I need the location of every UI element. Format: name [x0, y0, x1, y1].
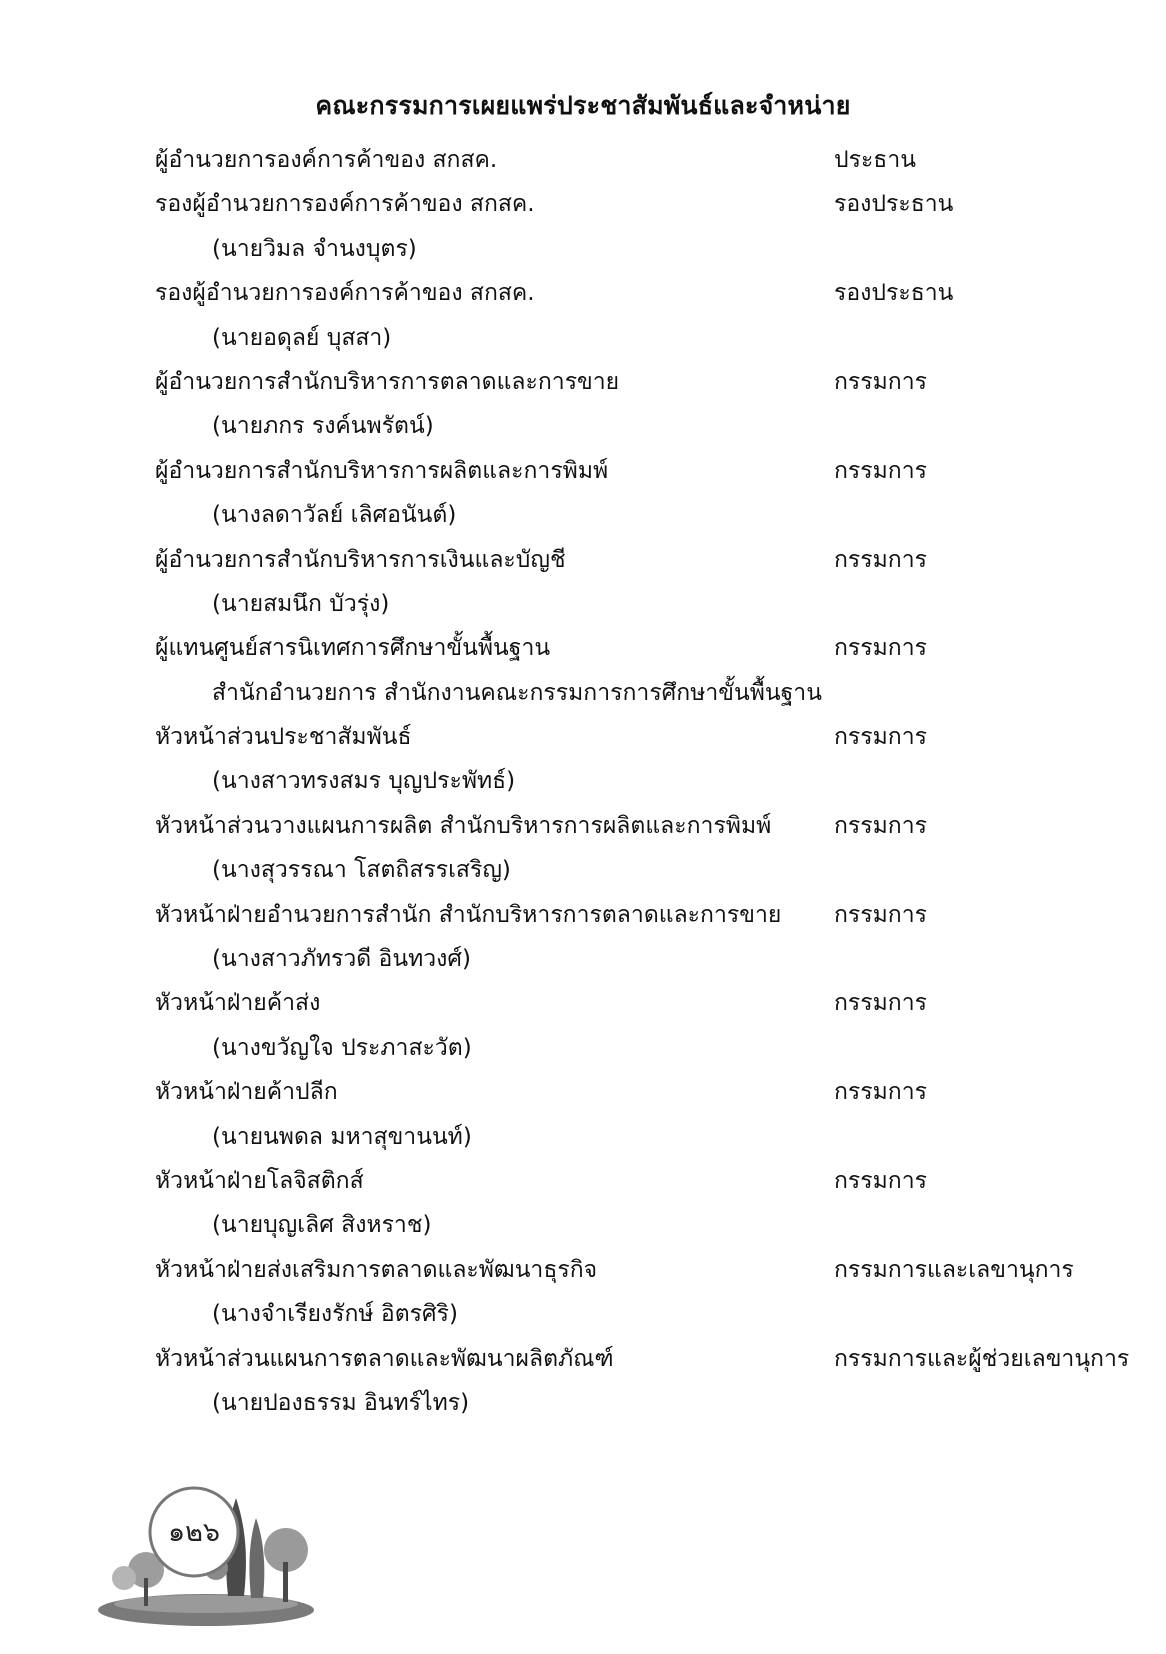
member-name: (นางลดาวัลย์ เลิศอนันต์): [212, 502, 457, 529]
member-position: หัวหน้าฝ่ายส่งเสริมการตลาดและพัฒนาธุรกิจ: [155, 1256, 598, 1283]
list-item: [0, 540, 1166, 584]
list-item: [0, 1339, 1166, 1383]
tree-trunk: [283, 1562, 288, 1602]
member-role: กรรมการ: [834, 1167, 927, 1194]
member-role: รองประธาน: [834, 191, 954, 218]
list-item-name: [0, 1294, 1166, 1338]
member-role: กรรมการ: [834, 901, 927, 928]
member-role: กรรมการ: [834, 724, 927, 751]
list-item: [0, 184, 1166, 228]
list-item-name: [0, 406, 1166, 450]
tree-trunk: [144, 1578, 148, 1606]
member-role: กรรมการ: [834, 635, 927, 662]
page-title: คณะกรรมการเผยแพร่ประชาสัมพันธ์และจำหน่าย: [315, 91, 851, 120]
member-role: รองประธาน: [834, 280, 954, 307]
member-position: หัวหน้าส่วนประชาสัมพันธ์: [155, 724, 412, 751]
member-position: ผู้อำนวยการสำนักบริหารการตลาดและการขาย: [155, 368, 620, 395]
member-position: หัวหน้าฝ่ายค้าปลีก: [155, 1079, 338, 1106]
member-name: (นางสาวทรงสมร บุญประพัทธ์): [212, 768, 516, 795]
list-item-name: [0, 318, 1166, 362]
member-role: กรรมการ: [834, 1079, 927, 1106]
list-item-name: [0, 673, 1166, 717]
list-item: [0, 895, 1166, 939]
list-item-name: [0, 1383, 1166, 1427]
member-name: (นายภกร รงค์นพรัตน์): [212, 413, 434, 440]
member-position: หัวหน้าฝ่ายอำนวยการสำนัก สำนักบริหารการตลาดและการขาย: [155, 901, 782, 928]
member-position: รองผู้อำนวยการองค์การค้าของ สกสค.: [155, 191, 535, 218]
member-name: (นายนพดล มหาสุขานนท์): [212, 1123, 472, 1150]
member-position: ผู้อำนวยการสำนักบริหารการเงินและบัญชี: [155, 546, 566, 573]
list-item-name: [0, 584, 1166, 628]
member-position: ผู้อำนวยการสำนักบริหารการผลิตและการพิมพ์: [155, 457, 609, 484]
list-item-name: [0, 229, 1166, 273]
member-position: ผู้อำนวยการองค์การค้าของ สกสค.: [155, 147, 498, 173]
member-position: รองผู้อำนวยการองค์การค้าของ สกสค.: [155, 280, 535, 307]
member-role: กรรมการ: [834, 368, 927, 395]
member-name: (นางสาวภัทรวดี อินทวงศ์): [212, 946, 471, 973]
committee-list: [0, 140, 1166, 1427]
list-item-name: [0, 1117, 1166, 1161]
member-name: (นายวิมล จำนงบุตร): [212, 235, 417, 262]
list-item: [0, 806, 1166, 850]
list-item-name: [0, 1028, 1166, 1072]
list-item-name: [0, 939, 1166, 983]
member-role: กรรมการ: [834, 990, 927, 1017]
list-item: [0, 273, 1166, 317]
member-role: กรรมการ: [834, 457, 927, 484]
member-position: หัวหน้าส่วนวางแผนการผลิต สำนักบริหารการผลิตและการพิมพ์: [155, 812, 772, 839]
member-name: (นางสุวรรณา โสตถิสรรเสริญ): [212, 857, 511, 884]
list-item: [0, 983, 1166, 1027]
park-illustration: [96, 1478, 316, 1628]
list-item-name: [0, 850, 1166, 894]
list-item: [0, 628, 1166, 672]
member-position: ผู้แทนศูนย์สารนิเทศการศึกษาขั้นพื้นฐาน: [155, 635, 551, 662]
tree-icon: [112, 1566, 136, 1590]
list-item: [0, 140, 1166, 184]
page-number: ๑๒๖: [168, 1517, 221, 1548]
member-name: (นายบุญเลิศ สิงหราช): [212, 1212, 432, 1239]
ground-highlight: [114, 1595, 298, 1613]
member-role: กรรมการ: [834, 546, 927, 573]
list-item: [0, 1250, 1166, 1294]
list-item: [0, 1072, 1166, 1116]
member-position: หัวหน้าฝ่ายค้าส่ง: [155, 990, 321, 1017]
member-name: (นายสมนึก บัวรุ่ง): [212, 590, 390, 617]
list-item: [0, 1161, 1166, 1205]
list-item: [0, 717, 1166, 761]
member-name: (นางจำเรียงรักษ์ อิตรศิริ): [212, 1301, 458, 1328]
member-role: กรรมการและผู้ช่วยเลขานุการ: [834, 1345, 1130, 1372]
member-role: ประธาน: [834, 147, 916, 173]
member-role: กรรมการ: [834, 812, 927, 839]
member-name: (นายปองธรรม อินทร์ไทร): [212, 1389, 470, 1416]
member-role: กรรมการและเลขานุการ: [834, 1256, 1074, 1283]
list-item: [0, 362, 1166, 406]
member-name: (นายอดุลย์ บุสสา): [212, 324, 392, 351]
list-item-name: [0, 761, 1166, 805]
member-organization: สำนักอำนวยการ สำนักงานคณะกรรมการการศึกษาขั้นพื้นฐาน: [212, 679, 822, 706]
list-item: [0, 451, 1166, 495]
member-name: (นางขวัญใจ ประภาสะวัต): [212, 1034, 472, 1061]
cypress-tree-icon: [249, 1518, 264, 1598]
member-position: หัวหน้าส่วนแผนการตลาดและพัฒนาผลิตภัณฑ์: [155, 1345, 614, 1372]
member-position: หัวหน้าฝ่ายโลจิสติกส์: [155, 1167, 364, 1194]
list-item-name: [0, 1205, 1166, 1249]
list-item-name: [0, 495, 1166, 539]
